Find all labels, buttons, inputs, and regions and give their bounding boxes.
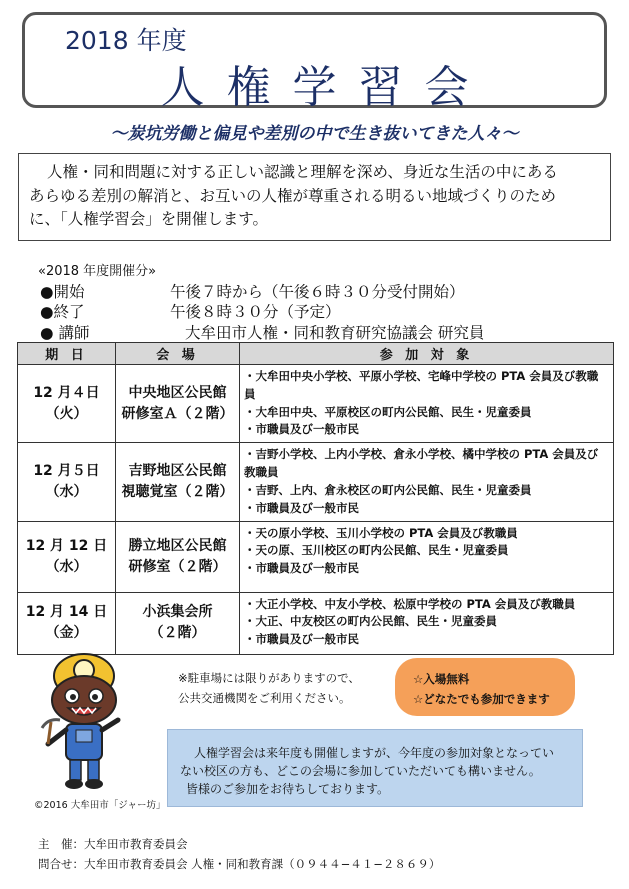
schedule-table xyxy=(17,342,614,655)
notice-line: ☆どなたでも参加できます xyxy=(413,692,550,707)
venue-room: （２階） xyxy=(149,625,206,641)
target-item: ・天の原、玉川校区の町内公民館、民生・児童委員 xyxy=(244,543,509,558)
header-target: 参 加 対 象 xyxy=(240,343,614,365)
weekday: （火） xyxy=(45,405,88,422)
target-item: ・大牟田中央、平原校区の町内公民館、民生・児童委員 xyxy=(244,404,532,419)
date-cell xyxy=(18,592,116,654)
start-time-row xyxy=(40,280,465,302)
session-header: «2018 年度開催分» xyxy=(38,264,157,279)
lecturer-label: ● 講師 xyxy=(40,324,90,342)
weekday: （水） xyxy=(45,483,88,500)
intro-line: 人権・同和問題に対する正しい認識と理解を深め、身近な生活の中にある xyxy=(47,163,558,181)
date-cell xyxy=(18,443,116,521)
admission-notice xyxy=(395,658,575,716)
venue-cell xyxy=(116,365,240,443)
target-cell xyxy=(240,365,614,443)
date-cell xyxy=(18,365,116,443)
intro-line: あらゆる差別の解消と、お互いの人権が尊重される明るい地域づくりのため xyxy=(29,186,557,205)
table-row xyxy=(18,521,614,592)
end-time-row xyxy=(40,300,341,322)
mascot-illustration xyxy=(26,648,146,793)
weekday: （金） xyxy=(45,625,88,641)
date: 12 月５日 xyxy=(33,462,100,479)
date: 12 月４日 xyxy=(33,384,100,401)
invitation-note xyxy=(167,729,583,807)
intro-line: に、「人権学習会」を開催します。 xyxy=(29,210,269,229)
target-item: ・市職員及び一般市民 xyxy=(244,422,359,437)
target-cell xyxy=(240,521,614,592)
mascot-credit: ©2016 大牟田市「ジャー坊」 xyxy=(34,800,166,811)
table-row xyxy=(18,443,614,521)
end-value: 午後８時３０分（予定） xyxy=(170,303,341,321)
target-item: ・大正、中友校区の町内公民館、民生・児童委員 xyxy=(244,614,497,629)
end-label: ●終了 xyxy=(40,303,85,321)
venue-room: 研修室Ａ（２階） xyxy=(121,405,234,422)
date-cell xyxy=(18,521,116,592)
parking-line: ※駐車場には限りがありますので、 xyxy=(178,671,360,685)
venue-cell xyxy=(116,592,240,654)
intro-box xyxy=(18,153,611,241)
lecturer-value: 大牟田市人権・同和教育研究協議会 研究員 xyxy=(185,324,485,342)
note-line: 皆様のご参加をお待ちしております。 xyxy=(186,782,390,796)
weekday: （水） xyxy=(45,558,88,575)
note-line: ない校区の方も、どこの会場に参加していただいても構いません。 xyxy=(180,764,541,778)
target-cell xyxy=(240,443,614,521)
target-item: ・吉野小学校、上内小学校、倉永小学校、橘中学校の PTA 会員及び教職員 xyxy=(244,447,599,480)
start-label: ●開始 xyxy=(40,283,85,301)
target-cell xyxy=(240,592,614,654)
start-value: 午後７時から（午後６時３０分受付開始） xyxy=(170,283,465,301)
parking-note xyxy=(178,668,360,708)
target-item: ・市職員及び一般市民 xyxy=(244,500,359,515)
table-row xyxy=(18,365,614,443)
venue-name: 中央地区公民館 xyxy=(128,384,227,401)
note-line: 人権学習会は来年度も開催しますが、今年度の参加対象となってい xyxy=(194,746,555,760)
target-item: ・大牟田中央小学校、平原小学校、宅峰中学校の PTA 会員及び教職員 xyxy=(244,369,599,401)
table-header-row xyxy=(18,343,614,365)
date: 12 月 14 日 xyxy=(25,604,108,620)
contact: 問合せ：大牟田市教育委員会 人権・同和教育課（０９４４−４１−２８６９） xyxy=(38,857,441,871)
date: 12 月 12 日 xyxy=(25,537,108,554)
subtitle: 〜炭坑労働と偏見や差別の中で生き抜いてきた人々〜 xyxy=(110,124,519,144)
notice-line: ☆入場無料 xyxy=(413,672,470,686)
venue-cell xyxy=(116,443,240,521)
header-venue: 会 場 xyxy=(116,343,240,365)
title-year: 2018 年度 xyxy=(65,26,187,55)
target-item: ・天の原小学校、玉川小学校の PTA 会員及び教職員 xyxy=(244,525,518,540)
table-row xyxy=(18,592,614,654)
target-item: ・市職員及び一般市民 xyxy=(244,561,359,576)
venue-room: 研修室（２階） xyxy=(128,558,227,575)
venue-name: 小浜集会所 xyxy=(142,604,213,620)
target-item: ・市職員及び一般市民 xyxy=(244,632,359,647)
venue-cell xyxy=(116,521,240,592)
target-item: ・大正小学校、中友小学校、松原中学校の PTA 会員及び教職員 xyxy=(244,596,576,611)
lecturer-row xyxy=(40,321,484,343)
organizer: 主 催：大牟田市教育委員会 xyxy=(38,837,188,851)
venue-room: 視聴覚室（２階） xyxy=(121,483,234,500)
venue-name: 吉野地区公民館 xyxy=(128,462,227,479)
venue-name: 勝立地区公民館 xyxy=(128,537,227,554)
header-date: 期 日 xyxy=(18,343,116,365)
parking-line: 公共交通機関をご利用ください。 xyxy=(178,691,351,706)
title-frame xyxy=(22,12,607,113)
page-title: 人権学習会 xyxy=(160,62,491,113)
target-item: ・吉野、上内、倉永校区の町内公民館、民生・児童委員 xyxy=(244,482,532,497)
